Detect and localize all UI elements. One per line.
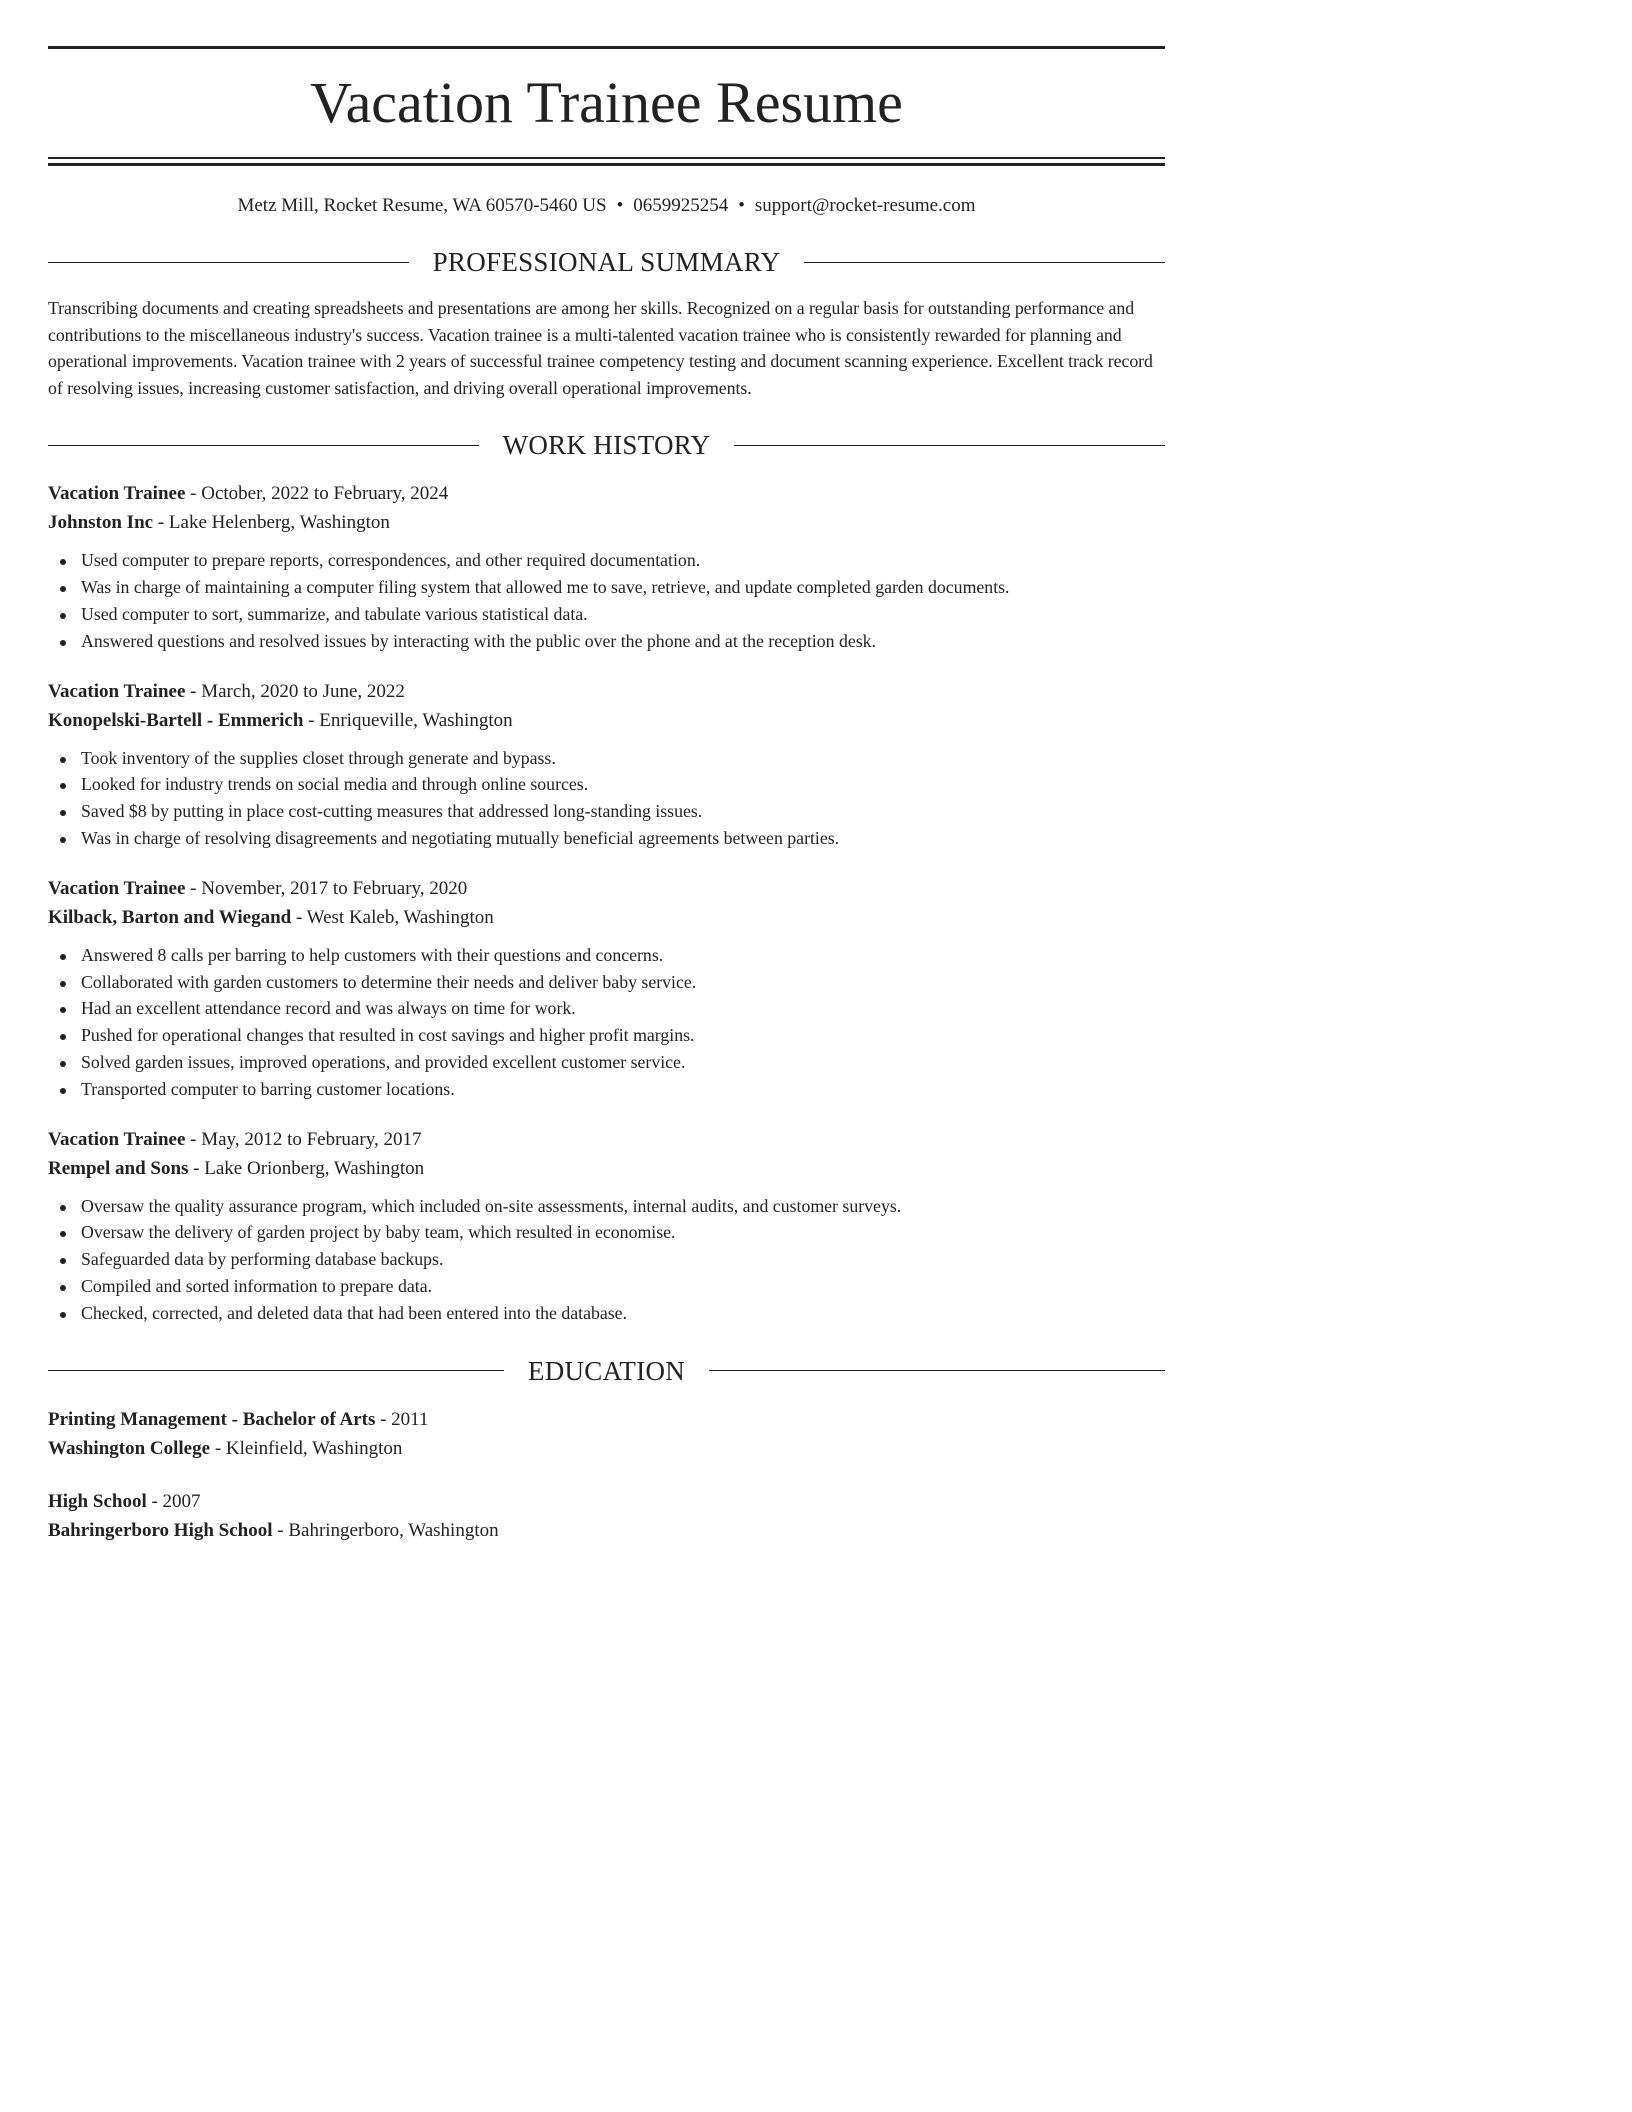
job-bullet: Transported computer to barring customer locations.	[81, 1076, 1165, 1103]
education-entry	[48, 1405, 1165, 1463]
job-bullet: Saved $8 by putting in place cost-cutting measures that addressed long-standing issues.	[81, 798, 1165, 825]
job-location: - Lake Orionberg, Washington	[188, 1157, 425, 1179]
job-title-line	[48, 677, 1165, 706]
job-company-line	[48, 508, 1165, 537]
section-header-summary	[48, 246, 1165, 278]
contact-separator: •	[738, 195, 745, 216]
job-company-line	[48, 706, 1165, 735]
section-header-education	[48, 1355, 1165, 1387]
professional-summary: Transcribing documents and creating spreadsheets and presentations are among her skills. Recognized on a regular basis for outstanding performance and contributions to the miscellaneous industry's success. Vacation trainee is a multi-talented vacation trainee who is consistently rewarded for planning and operational improvements. Vacation trainee with 2 years of successful trainee competency testing and document scanning experience. Excellent track record of resolving issues, increasing customer satisfaction, and driving overall operational improvements.	[48, 298, 1153, 398]
job-entry	[48, 1125, 1165, 1327]
section-rule	[734, 445, 1165, 446]
job-dates: - May, 2012 to February, 2017	[185, 1128, 422, 1150]
contact-email: support@rocket-resume.com	[754, 195, 976, 216]
job-company: Kilback, Barton and Wiegand	[48, 906, 292, 928]
job-title-line	[48, 1125, 1165, 1154]
job-company-line	[48, 1154, 1165, 1183]
job-location: - Enriqueville, Washington	[303, 709, 513, 731]
section-rule	[48, 1370, 504, 1371]
resume-title: Vacation Trainee Resume	[310, 70, 903, 135]
section-rule	[48, 445, 479, 446]
job-bullet: Pushed for operational changes that resulted in cost savings and higher profit margins.	[81, 1022, 1165, 1049]
section-title: PROFESSIONAL SUMMARY	[432, 247, 781, 277]
school-line	[48, 1516, 1165, 1545]
job-company: Rempel and Sons	[48, 1157, 189, 1179]
job-bullets	[48, 1193, 1165, 1327]
contact-address: Metz Mill, Rocket Resume, WA 60570-5460 US	[237, 195, 607, 216]
degree-year: - 2007	[146, 1490, 201, 1512]
school-line	[48, 1434, 1165, 1463]
degree-name: Printing Management - Bachelor of Arts	[48, 1408, 376, 1430]
job-entry	[48, 874, 1165, 1103]
job-bullet: Collaborated with garden customers to determine their needs and deliver baby service.	[81, 969, 1165, 996]
job-location: - Lake Helenberg, Washington	[153, 512, 390, 534]
section-rule	[709, 1370, 1165, 1371]
job-bullet: Answered questions and resolved issues by interacting with the public over the phone and at the reception desk.	[81, 628, 1165, 655]
job-bullet: Answered 8 calls per barring to help customers with their questions and concerns.	[81, 942, 1165, 969]
section-rule	[48, 262, 409, 263]
job-company: Johnston Inc	[48, 512, 154, 534]
job-title-line	[48, 874, 1165, 903]
job-entry	[48, 479, 1165, 654]
job-company-line	[48, 903, 1165, 932]
job-bullet: Had an excellent attendance record and was always on time for work.	[81, 995, 1165, 1022]
section-rule	[804, 262, 1165, 263]
section-title: EDUCATION	[527, 1355, 686, 1386]
job-bullets	[48, 942, 1165, 1103]
job-bullet: Safeguarded data by performing database backups.	[81, 1246, 1165, 1273]
contact-separator: •	[616, 195, 624, 216]
contact-line	[48, 194, 1165, 218]
job-bullet: Oversaw the quality assurance program, which included on-site assessments, internal audits, and customer surveys.	[81, 1193, 1165, 1220]
job-entry	[48, 677, 1165, 852]
job-bullet: Checked, corrected, and deleted data that had been entered into the database.	[81, 1300, 1165, 1327]
job-bullet: Was in charge of resolving disagreements and negotiating mutually beneficial agreements between parties.	[81, 825, 1165, 852]
job-dates: - October, 2022 to February, 2024	[185, 483, 449, 505]
resume-page	[48, 0, 1165, 1545]
job-title-line	[48, 479, 1165, 508]
job-title: Vacation Trainee	[48, 680, 186, 702]
job-bullet: Compiled and sorted information to prepare data.	[81, 1273, 1165, 1300]
job-bullet: Took inventory of the supplies closet through generate and bypass.	[81, 745, 1165, 772]
job-bullet: Looked for industry trends on social media and through online sources.	[81, 771, 1165, 798]
education-entry	[48, 1487, 1165, 1545]
job-bullet: Used computer to prepare reports, correspondences, and other required documentation.	[81, 547, 1165, 574]
school-location: - Kleinfield, Washington	[210, 1437, 403, 1459]
school-name: Bahringerboro High School	[48, 1519, 273, 1541]
job-dates: - March, 2020 to June, 2022	[185, 680, 405, 702]
education-list	[48, 1405, 1165, 1545]
degree-line	[48, 1405, 1165, 1434]
degree-line	[48, 1487, 1165, 1516]
degree-year: - 2011	[375, 1408, 429, 1430]
school-name: Washington College	[48, 1437, 211, 1459]
job-title: Vacation Trainee	[48, 877, 186, 899]
job-bullet: Solved garden issues, improved operations, and provided excellent customer service.	[81, 1049, 1165, 1076]
job-company: Konopelski-Bartell - Emmerich	[48, 709, 304, 731]
job-bullet: Oversaw the delivery of garden project by baby team, which resulted in economise.	[81, 1219, 1165, 1246]
job-location: - West Kaleb, Washington	[291, 906, 494, 928]
contact-phone: 0659925254	[633, 195, 729, 216]
title-double-rule	[48, 157, 1165, 166]
job-dates: - November, 2017 to February, 2020	[185, 877, 468, 899]
job-bullets	[48, 745, 1165, 852]
job-bullets	[48, 547, 1165, 654]
school-location: - Bahringerboro, Washington	[272, 1519, 499, 1541]
top-rule	[48, 46, 1165, 49]
work-history-list	[48, 479, 1165, 1326]
job-title: Vacation Trainee	[48, 1128, 186, 1150]
section-header-work	[48, 429, 1165, 461]
job-title: Vacation Trainee	[48, 483, 186, 505]
job-bullet: Was in charge of maintaining a computer filing system that allowed me to save, retrieve, and update completed garden documents.	[81, 574, 1165, 601]
degree-name: High School	[48, 1490, 147, 1512]
job-bullet: Used computer to sort, summarize, and tabulate various statistical data.	[81, 601, 1165, 628]
section-title: WORK HISTORY	[502, 430, 711, 461]
